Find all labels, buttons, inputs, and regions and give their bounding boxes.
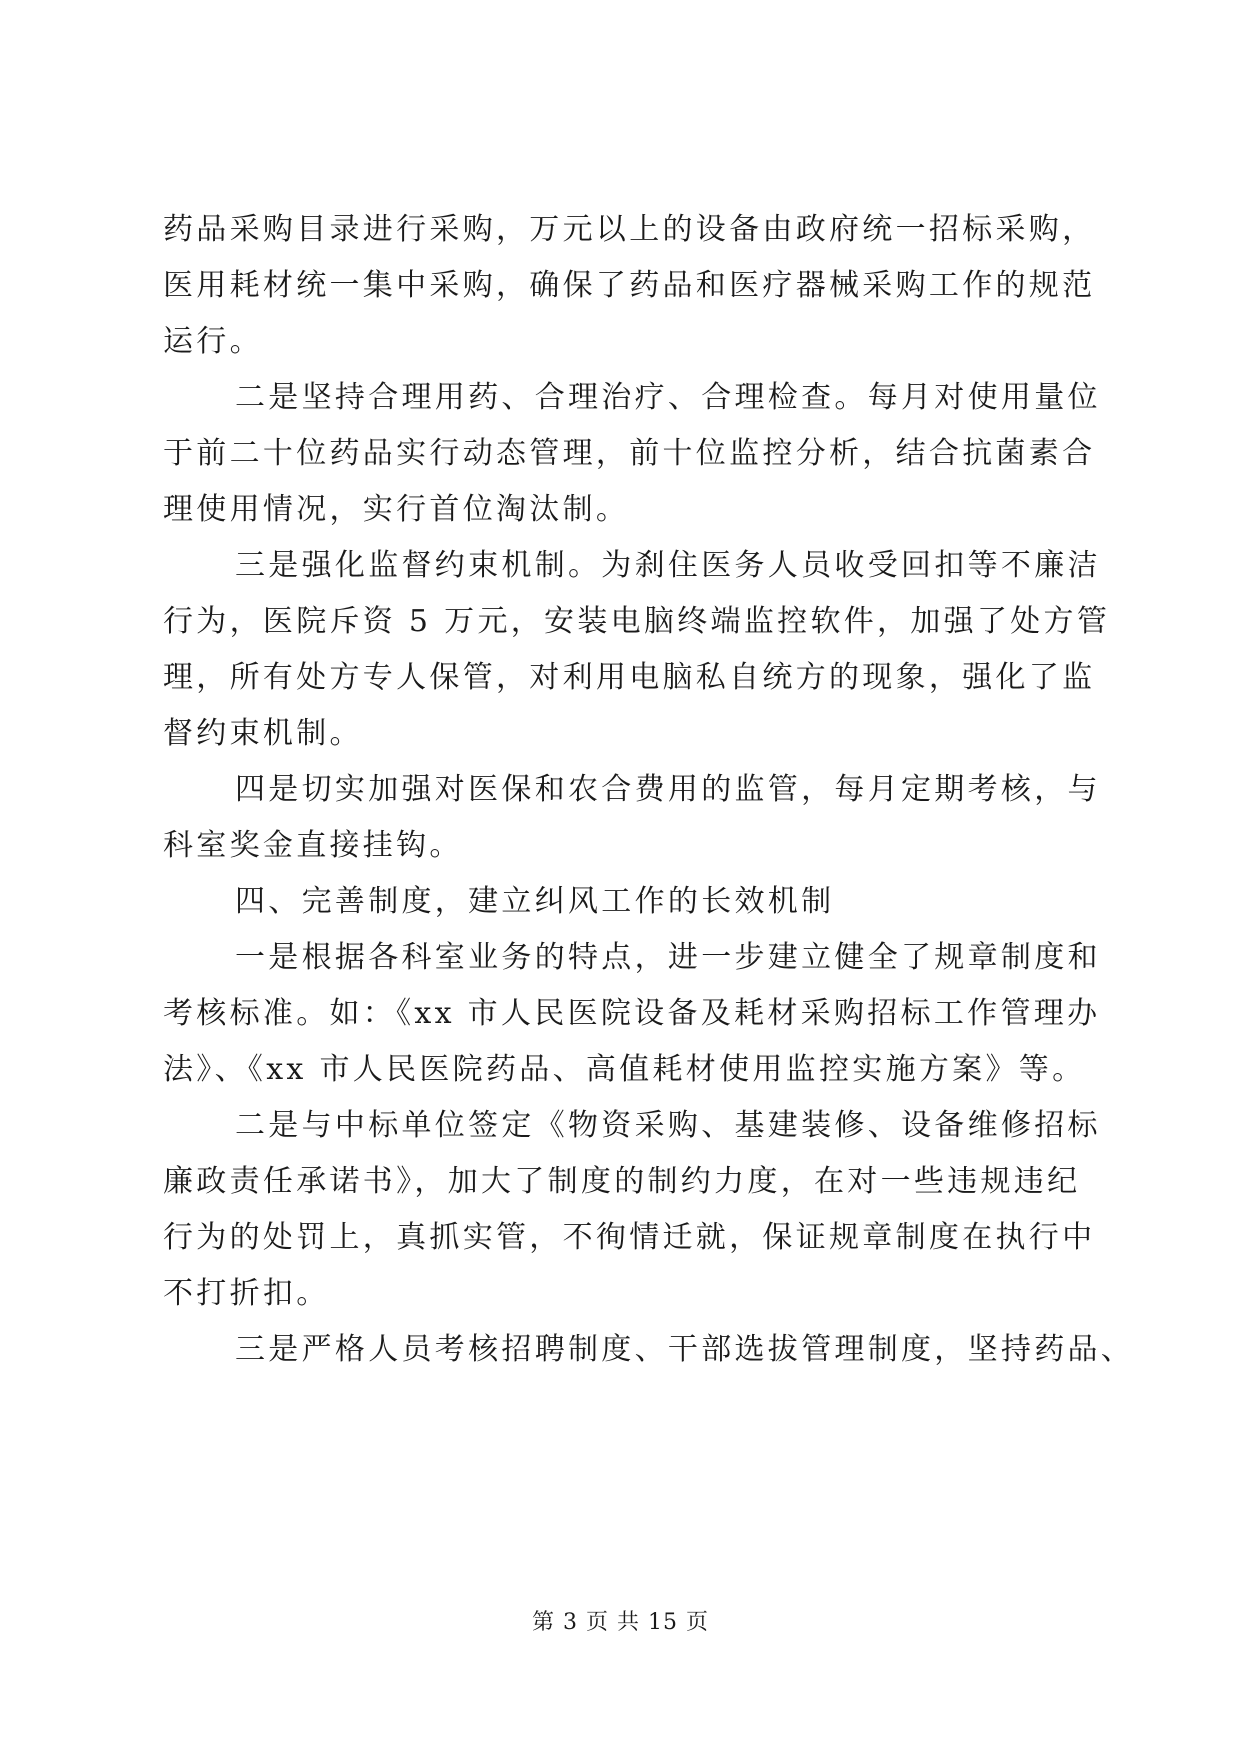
section-heading: 四、完善制度，建立纠风工作的长效机制 — [235, 884, 835, 919]
body-text-line: 法》、《xx 市人民医院药品、高值耗材使用监控实施方案》等。 — [163, 1052, 1086, 1087]
body-text-line: 科室奖金直接挂钩。 — [163, 828, 463, 863]
body-text-line: 督约束机制。 — [163, 716, 363, 751]
body-text-line: 行为的处罚上，真抓实管，不徇情迁就，保证规章制度在执行中 — [163, 1220, 1096, 1255]
body-text-line: 二是与中标单位签定《物资采购、基建装修、设备维修招标 — [235, 1108, 1101, 1143]
page-number-footer: 第 3 页 共 15 页 — [532, 1610, 709, 1635]
body-text-line: 于前二十位药品实行动态管理，前十位监控分析，结合抗菌素合 — [163, 436, 1096, 471]
body-text-line: 药品采购目录进行采购，万元以上的设备由政府统一招标采购， — [163, 212, 1096, 247]
body-text-line: 四是切实加强对医保和农合费用的监管，每月定期考核，与 — [235, 772, 1101, 807]
body-text-line: 行为，医院斥资 5 万元，安装电脑终端监控软件，加强了处方管 — [163, 604, 1111, 639]
body-text-line: 一是根据各科室业务的特点，进一步建立健全了规章制度和 — [235, 940, 1101, 975]
body-text-line: 理使用情况，实行首位淘汰制。 — [163, 492, 630, 527]
body-text-line: 理，所有处方专人保管，对利用电脑私自统方的现象，强化了监 — [163, 660, 1096, 695]
body-text-line: 二是坚持合理用药、合理治疗、合理检查。每月对使用量位 — [235, 380, 1101, 415]
body-text-line: 运行。 — [163, 324, 263, 359]
body-text-line: 三是强化监督约束机制。为刹住医务人员收受回扣等不廉洁 — [235, 548, 1101, 583]
body-text-line: 考核标准。如：《xx 市人民医院设备及耗材采购招标工作管理办 — [163, 996, 1101, 1031]
body-text-line: 医用耗材统一集中采购，确保了药品和医疗器械采购工作的规范 — [163, 268, 1096, 303]
body-text-line: 廉政责任承诺书》，加大了制度的制约力度，在对一些违规违纪 — [163, 1164, 1081, 1199]
body-text-line: 不打折扣。 — [163, 1276, 330, 1311]
body-text-line: 三是严格人员考核招聘制度、干部选拔管理制度，坚持药品、 — [235, 1332, 1135, 1367]
